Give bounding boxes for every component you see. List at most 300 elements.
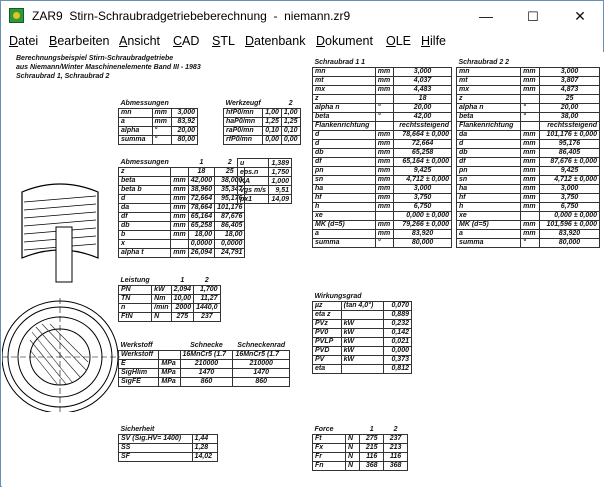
table-cell: mm <box>375 67 393 76</box>
table-cell: 0,0000 <box>188 239 214 248</box>
table-cell: 9,425 <box>394 166 452 175</box>
table-cell: mm <box>375 175 393 184</box>
table-cell <box>341 310 384 319</box>
table-cell: 0,10 <box>281 126 300 135</box>
table-cell: a <box>457 229 521 238</box>
table-cell: MK (d=5) <box>313 220 376 229</box>
table-cell: MK (d=5) <box>457 220 521 229</box>
table-cell: 4,873 <box>540 85 600 94</box>
table-cell: 16MnCr5 (1.7 <box>180 350 233 359</box>
table-cell: 0,812 <box>384 364 412 373</box>
table-cell: mm <box>375 148 393 157</box>
table-cell: 0,021 <box>384 337 412 346</box>
table-cell: beta <box>119 176 171 185</box>
table-cell: 2,094 <box>171 285 194 294</box>
table-cell: MPa <box>159 359 180 368</box>
table-row <box>457 229 600 238</box>
table-cell: mm <box>521 139 540 148</box>
table-title: Abmessungen <box>120 158 169 166</box>
table-cell: 4,712 ± 0,000 <box>540 175 600 184</box>
table-cell: mm <box>521 220 540 229</box>
table-cell: mm <box>171 176 188 185</box>
table-cell: b <box>119 230 171 239</box>
table-cell: hf <box>457 193 521 202</box>
table-cell: 86,405 <box>540 148 600 157</box>
header-line-2: aus Niemann/Winter Maschinenelemente Band III - 1983 <box>16 64 201 71</box>
table-cell: mm <box>521 193 540 202</box>
table-cell <box>375 121 393 130</box>
table-row <box>313 148 452 157</box>
table-cell: mx <box>313 85 376 94</box>
table-cell: 0,000 <box>384 346 412 355</box>
table-cell: mm <box>171 212 188 221</box>
abmessungen-table <box>118 158 245 258</box>
table-cell: 95,176 <box>540 139 600 148</box>
table-cell: z <box>119 167 171 176</box>
table-cell: N <box>345 443 359 452</box>
table-cell: 24,791 <box>215 248 245 257</box>
table-cell: 3,000 <box>540 67 600 76</box>
table-cell: df <box>457 157 521 166</box>
table-row <box>457 220 600 229</box>
table-cell: mm <box>375 139 393 148</box>
table-cell: h <box>313 202 376 211</box>
table-cell: 1,700 <box>194 285 220 294</box>
menu-dokument[interactable]: Dokument <box>316 34 373 48</box>
table-cell: ° <box>521 238 540 247</box>
table-cell: 215 <box>360 443 384 452</box>
table-cell: ° <box>152 126 172 135</box>
table-cell: 1,000 <box>269 177 292 186</box>
table-cell: 65,164 <box>188 212 214 221</box>
header-line-3: Schraubrad 1, Schraubrad 2 <box>16 73 110 80</box>
table-cell: kW <box>341 328 384 337</box>
table-cell: TN <box>119 294 152 303</box>
table-row <box>313 121 452 130</box>
table-cell: mm <box>521 157 540 166</box>
table-cell: 1 <box>360 425 384 434</box>
table-cell: 18,00 <box>188 230 214 239</box>
table-cell: 101,176 ± 0,000 <box>540 130 600 139</box>
table-cell: N <box>345 461 359 470</box>
table-cell: 0,0000 <box>215 239 245 248</box>
table-cell <box>152 276 171 285</box>
table-cell: 65,258 <box>188 221 214 230</box>
app-icon[interactable] <box>9 8 24 23</box>
table-cell: PV0 <box>313 328 342 337</box>
table-cell <box>521 94 540 103</box>
table-cell: mm <box>375 184 393 193</box>
table-cell: Flankenrichtung <box>457 121 521 130</box>
table-cell: 2 <box>215 158 245 167</box>
table-cell: PVD <box>313 346 342 355</box>
table-cell: db <box>119 221 171 230</box>
table-cell: mt <box>313 76 376 85</box>
table-cell: hfP0/mn <box>224 108 263 117</box>
table-cell: Fx <box>313 443 346 452</box>
table-cell: /min <box>152 303 171 312</box>
table-cell: raP0/mn <box>224 126 263 135</box>
table-cell: 0,000 ± 0,000 <box>394 211 452 220</box>
table-cell: 3,000 <box>172 108 198 117</box>
table-cell: ° <box>375 103 393 112</box>
table-row <box>457 211 600 220</box>
table-cell: 25 <box>540 94 600 103</box>
table-row <box>313 184 452 193</box>
table-cell: ° <box>375 112 393 121</box>
table-cell: mm <box>375 157 393 166</box>
table-cell: 1,28 <box>192 443 217 452</box>
table-cell: µz <box>313 301 342 310</box>
table-cell: 213 <box>384 443 408 452</box>
menu-cad[interactable]: CAD <box>173 34 200 48</box>
table-cell: 1,00 <box>263 108 282 117</box>
table-cell: 6,750 <box>540 202 600 211</box>
table-cell: Ft <box>313 434 346 443</box>
table-cell: xe <box>457 211 521 220</box>
table-cell: 3,807 <box>540 76 600 85</box>
table-row <box>313 130 452 139</box>
table-cell: SigFE <box>119 377 159 386</box>
table-cell: 20,00 <box>172 126 198 135</box>
table-cell: 0,00 <box>263 135 282 144</box>
table-cell: alpha t <box>119 248 171 257</box>
werkzeug-table <box>223 99 301 145</box>
table-cell: 25 <box>215 167 245 176</box>
table-cell: 368 <box>384 461 408 470</box>
table-cell: z <box>313 94 376 103</box>
table-cell: 0,10 <box>263 126 282 135</box>
table-cell: mm <box>152 108 172 117</box>
table-cell: 3,000 <box>540 184 600 193</box>
table-cell: 80,00 <box>172 135 198 144</box>
menu-datenbank[interactable]: Datenbank <box>245 34 306 48</box>
table-cell: mm <box>521 148 540 157</box>
table-cell: 4,037 <box>394 76 452 85</box>
table-cell: 1440,0 <box>194 303 220 312</box>
table-row <box>457 166 600 175</box>
table-cell: ° <box>375 238 393 247</box>
table-cell: mm <box>152 117 172 126</box>
table-cell: 210000 <box>233 359 290 368</box>
table-cell: 18,00 <box>215 230 245 239</box>
table-cell: mm <box>521 175 540 184</box>
menu-ole[interactable]: OLE <box>386 34 412 48</box>
table-cell: 1470 <box>233 368 290 377</box>
table-cell: a <box>313 229 376 238</box>
table-cell: 18 <box>394 94 452 103</box>
table-title: Leistung <box>120 276 150 284</box>
table-cell: 275 <box>171 312 194 321</box>
table-cell <box>341 364 384 373</box>
table-row <box>313 67 452 76</box>
table-cell: 1,750 <box>269 168 292 177</box>
table-cell: mm <box>375 76 393 85</box>
table-cell: 1,25 <box>281 117 300 126</box>
table-cell: 65,164 ± 0,000 <box>394 157 452 166</box>
table-cell: eta <box>313 364 342 373</box>
table-cell: mm <box>171 203 188 212</box>
table-row <box>457 184 600 193</box>
table-cell: mm <box>521 67 540 76</box>
table-cell: 368 <box>360 461 384 470</box>
document-canvas[interactable] <box>2 52 604 487</box>
table-cell: 78,664 ± 0,000 <box>394 130 452 139</box>
table-cell: mm <box>375 220 393 229</box>
table-cell: 9,425 <box>540 166 600 175</box>
table-cell: ° <box>152 135 172 144</box>
table-cell: ha <box>457 184 521 193</box>
table-cell: 275 <box>360 434 384 443</box>
table-cell: d <box>313 130 376 139</box>
table-cell: a <box>119 117 153 126</box>
table-title: Abmessungen <box>119 99 198 108</box>
table-cell: E <box>119 359 159 368</box>
close-button[interactable]: ✕ <box>574 8 586 24</box>
table-cell: 80,000 <box>394 238 452 247</box>
table-cell: mm <box>375 229 393 238</box>
table-cell: px1 <box>238 195 269 204</box>
table-cell: PN <box>119 285 152 294</box>
table-cell: 10,00 <box>171 294 194 303</box>
table-cell: rfP0/mn <box>224 135 263 144</box>
table-row <box>457 76 600 85</box>
schraubrad-2-table <box>456 58 600 248</box>
table-cell: haP0/mn <box>224 117 263 126</box>
table-row <box>457 175 600 184</box>
table-cell <box>521 121 540 130</box>
table-cell: (tan 4,0°) <box>341 301 384 310</box>
table-cell: 1 <box>171 276 194 285</box>
table-cell: 86,405 <box>215 221 245 230</box>
table-cell: d <box>313 139 376 148</box>
table-cell: mm <box>375 85 393 94</box>
table-cell: mm <box>375 193 393 202</box>
maximize-button[interactable]: ☐ <box>527 9 539 24</box>
table-cell: 72,664 <box>394 139 452 148</box>
table-cell: rechtssteigend <box>394 121 452 130</box>
table-row <box>313 193 452 202</box>
table-cell: mm <box>521 229 540 238</box>
menu-datei[interactable]: Datei <box>9 34 39 48</box>
table-cell: 2 <box>384 425 408 434</box>
table-cell: beta b <box>119 185 171 194</box>
table-cell: 80,000 <box>540 238 600 247</box>
table-cell: df <box>313 157 376 166</box>
header-line-1: Berechnungsbeispiel Stirn-Schraubradgetriebe <box>16 55 174 62</box>
table-row <box>313 211 452 220</box>
table-cell: 1,25 <box>263 117 282 126</box>
table-cell: h <box>457 202 521 211</box>
table-row <box>457 121 600 130</box>
table-cell <box>521 211 540 220</box>
table-cell: Schneckenrad <box>233 341 290 350</box>
table-cell: mm <box>521 76 540 85</box>
table-row <box>313 76 452 85</box>
table-cell: 38,00 <box>540 112 600 121</box>
table-cell: kW <box>152 285 171 294</box>
table-cell: sn <box>457 175 521 184</box>
table-cell: Fn <box>313 461 346 470</box>
table-cell: 16MnCr5 (1.7 <box>233 350 290 359</box>
table-row <box>457 85 600 94</box>
menu-bearbeiten[interactable]: Bearbeiten <box>49 34 110 48</box>
table-cell: 4,483 <box>394 85 452 94</box>
table-cell: 18 <box>188 167 214 176</box>
table-cell: mm <box>375 166 393 175</box>
table-cell: Fr <box>313 452 346 461</box>
table-cell: SigHlim <box>119 368 159 377</box>
table-cell: 2000 <box>171 303 194 312</box>
table-cell <box>171 239 188 248</box>
table-cell: 3,000 <box>394 184 452 193</box>
table-cell: 20,00 <box>540 103 600 112</box>
title-bar[interactable] <box>1 1 603 32</box>
table-cell: N <box>345 452 359 461</box>
table-cell: 1470 <box>180 368 233 377</box>
table-cell: mn <box>119 108 153 117</box>
table-row <box>313 157 452 166</box>
table-row <box>457 148 600 157</box>
table-cell: N <box>345 434 359 443</box>
table-cell: 860 <box>180 377 233 386</box>
table-cell: 14,09 <box>269 195 292 204</box>
table-cell: hf <box>313 193 376 202</box>
table-cell: mm <box>171 194 188 203</box>
table-cell: 0,000 ± 0,000 <box>540 211 600 220</box>
menu-stl[interactable]: STL <box>212 34 235 48</box>
table-cell <box>263 99 282 108</box>
table-cell: summa <box>313 238 376 247</box>
table-cell: SS <box>119 443 193 452</box>
table-cell: mm <box>375 130 393 139</box>
table-row <box>457 67 600 76</box>
menu-ansicht[interactable]: Ansicht <box>119 34 160 48</box>
window-title: ZAR9 Stirn-Schraubradgetriebeberechnung - niemann.zr9 <box>32 9 351 23</box>
table-cell: 0,889 <box>384 310 412 319</box>
table-row <box>313 112 452 121</box>
table-cell: FtN <box>119 312 152 321</box>
table-cell <box>159 350 180 359</box>
table-cell: 26,094 <box>188 248 214 257</box>
table-row <box>313 175 452 184</box>
table-row <box>313 220 452 229</box>
table-cell: mm <box>521 85 540 94</box>
table-cell: 14,02 <box>192 452 217 461</box>
table-cell: mm <box>171 221 188 230</box>
table-cell: mm <box>171 230 188 239</box>
schraubrad-1-table <box>312 58 452 248</box>
table-cell: 72,664 <box>188 194 214 203</box>
table-cell: db <box>313 148 376 157</box>
table-cell: mm <box>171 248 188 257</box>
table-row <box>457 157 600 166</box>
table-cell: beta <box>457 112 521 121</box>
table-title: Sicherheit <box>119 425 218 434</box>
table-cell: 79,266 ± 0,000 <box>394 220 452 229</box>
menu-hilfe[interactable]: Hilfe <box>421 34 447 48</box>
table-cell: kW <box>341 319 384 328</box>
table-cell: 35,347 <box>215 185 245 194</box>
table-cell: ° <box>521 103 540 112</box>
leistung-table <box>118 276 221 322</box>
table-title: Force <box>313 425 346 434</box>
gear-drawing <box>2 172 120 412</box>
table-title: Schraubrad 1 1 <box>313 58 452 67</box>
table-cell: 4,712 ± 0,000 <box>394 175 452 184</box>
table-cell: 3,000 <box>394 67 452 76</box>
table-title: Wirkungsgrad <box>313 292 412 301</box>
table-row <box>313 229 452 238</box>
table-cell: rechtssteigend <box>540 121 600 130</box>
table-cell: 38,000 <box>215 176 245 185</box>
table-cell: mn <box>313 67 376 76</box>
table-cell: 87,676 ± 0,000 <box>540 157 600 166</box>
table-cell: 237 <box>194 312 220 321</box>
table-cell: 0,00 <box>281 135 300 144</box>
table-cell: z <box>457 94 521 103</box>
table-cell: 116 <box>384 452 408 461</box>
table-cell: kW <box>341 346 384 355</box>
table-cell: 210000 <box>180 359 233 368</box>
table-cell: d <box>119 194 171 203</box>
table-cell <box>159 341 180 350</box>
table-cell: n <box>119 303 152 312</box>
table-title: Werkzeugf <box>225 99 261 107</box>
table-cell: summa <box>457 238 521 247</box>
table-cell: 2 <box>281 99 300 108</box>
table-row <box>313 85 452 94</box>
table-cell: mm <box>521 202 540 211</box>
table-cell: mx <box>457 85 521 94</box>
table-cell: mt <box>457 76 521 85</box>
force-table <box>312 425 408 471</box>
table-cell: Nm <box>152 294 171 303</box>
table-cell: SF <box>119 452 193 461</box>
table-cell: eps.n <box>238 168 269 177</box>
table-cell <box>345 425 359 434</box>
table-cell: 83,920 <box>540 229 600 238</box>
table-cell: 11,27 <box>194 294 220 303</box>
table-cell: MPa <box>159 377 180 386</box>
minimize-button[interactable]: — <box>479 8 493 24</box>
table-title: Schraubrad 2 2 <box>457 58 600 67</box>
table-row <box>313 103 452 112</box>
table-cell: mm <box>171 185 188 194</box>
table-row <box>313 238 452 247</box>
table-cell: d <box>457 139 521 148</box>
table-cell: pn <box>457 166 521 175</box>
table-cell: PV <box>313 355 342 364</box>
table-cell: 0,070 <box>384 301 412 310</box>
table-cell: df <box>119 212 171 221</box>
table-cell: 0,232 <box>384 319 412 328</box>
table-cell: PVz <box>313 319 342 328</box>
table-cell: N <box>152 312 171 321</box>
table-row <box>457 130 600 139</box>
table-cell: 3,750 <box>394 193 452 202</box>
table-cell: 0,142 <box>384 328 412 337</box>
table-cell: 78,664 <box>188 203 214 212</box>
table-cell: Flankenrichtung <box>313 121 376 130</box>
table-cell: alpha n <box>313 103 376 112</box>
table-cell: vgs m/s <box>238 186 269 195</box>
table-cell: Werkstoff <box>119 350 159 359</box>
table-cell: 9,51 <box>269 186 292 195</box>
table-cell: xe <box>313 211 376 220</box>
wirkungsgrad-table <box>312 292 412 374</box>
kennwerte-table <box>237 158 292 204</box>
